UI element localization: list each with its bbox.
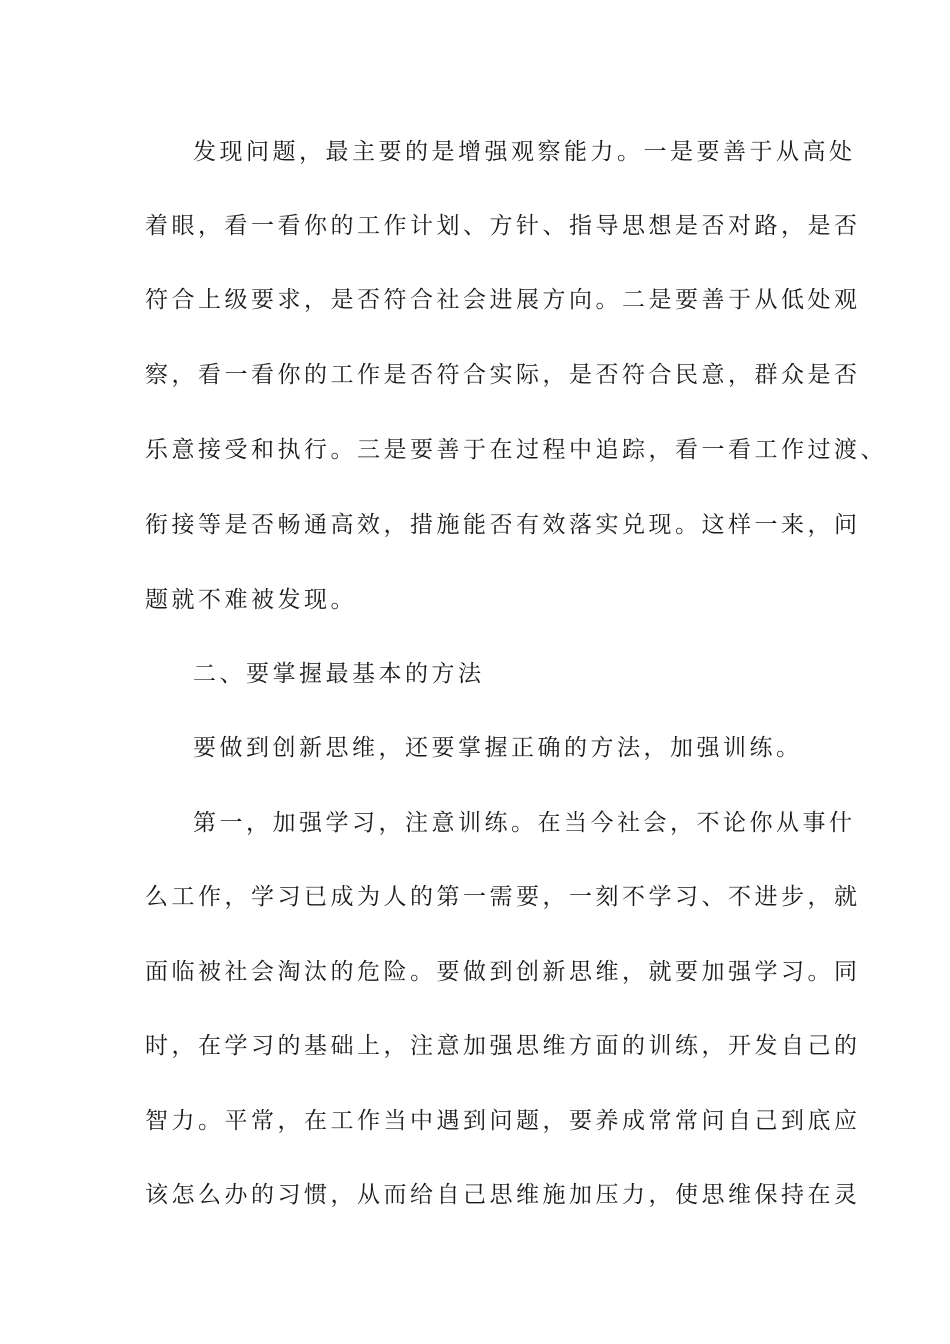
paragraph-line: 面临被社会淘汰的危险。要做到创新思维，就要加强学习。同 xyxy=(145,959,861,985)
paragraph-line: 要做到创新思维，还要掌握正确的方法，加强训练。 xyxy=(193,735,803,761)
paragraph-line: 智力。平常，在工作当中遇到问题，要养成常常问自己到底应 xyxy=(145,1108,861,1134)
paragraph-line: 符合上级要求，是否符合社会进展方向。二是要善于从低处观 xyxy=(145,287,861,313)
section-heading: 二、要掌握最基本的方法 xyxy=(193,661,485,687)
paragraph-line: 该怎么办的习惯，从而给自己思维施加压力，使思维保持在灵 xyxy=(145,1182,861,1208)
paragraph-line: 察，看一看你的工作是否符合实际，是否符合民意，群众是否 xyxy=(145,362,861,388)
paragraph-line: 题就不难被发现。 xyxy=(145,587,357,613)
paragraph-line: 衔接等是否畅通高效，措施能否有效落实兑现。这样一来，问 xyxy=(145,512,861,538)
paragraph-line: 时，在学习的基础上，注意加强思维方面的训练，开发自己的 xyxy=(145,1033,861,1059)
paragraph-line: 发现问题，最主要的是增强观察能力。一是要善于从高处 xyxy=(193,139,856,165)
paragraph-line: 乐意接受和执行。三是要善于在过程中追踪，看一看工作过渡、 xyxy=(145,437,887,463)
paragraph-line: 么工作，学习已成为人的第一需要，一刻不学习、不进步，就 xyxy=(145,884,861,910)
paragraph-line: 第一，加强学习，注意训练。在当今社会，不论你从事什 xyxy=(193,810,856,836)
paragraph-line: 着眼，看一看你的工作计划、方针、指导思想是否对路，是否 xyxy=(145,213,861,239)
